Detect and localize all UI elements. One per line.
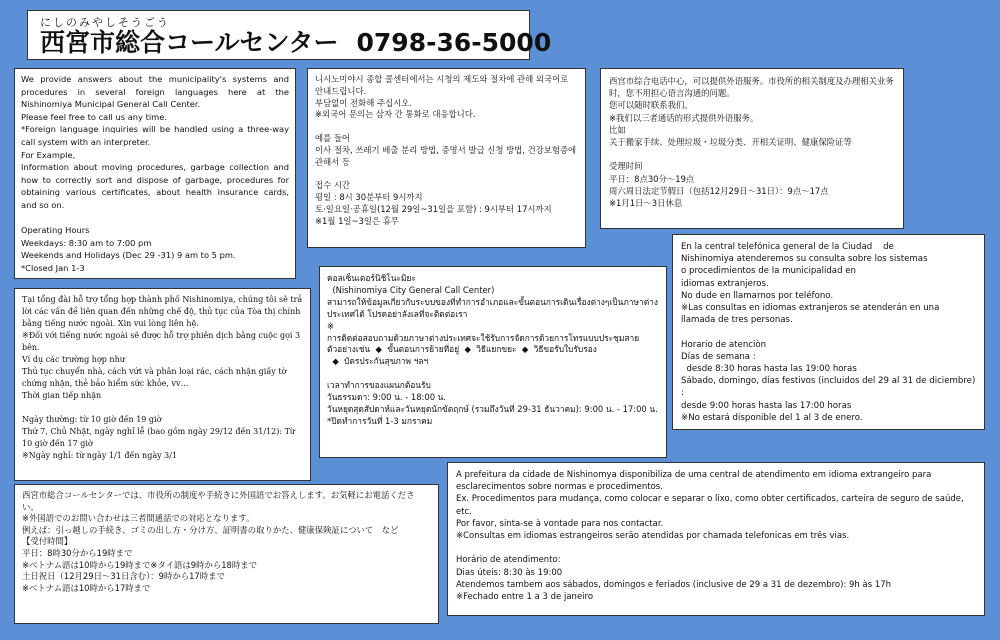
- chinese-line: 比如: [609, 124, 626, 135]
- chinese-line: ※1月1日～3日休息: [609, 198, 683, 209]
- korean-line: 부담없이 전화해 주십시오.: [315, 97, 412, 108]
- korean-line: 이사 절차, 쓰레기 배출 분리 방법, 증명서 발급 신청 방법, 건강보험증에 관해서 등: [315, 144, 579, 167]
- japanese-panel: [14, 484, 439, 624]
- korean-line: 평일 : 8시 30분부터 9시까지: [315, 191, 423, 202]
- thai-line: *ปิดทำการวันที่ 1-3 มกราคม: [327, 415, 433, 426]
- chinese-line: 关于搬家手续、处理垃圾・垃圾分类、开相关证明、健康保险证等: [609, 137, 852, 148]
- chinese-line: 平日：8点30分～19点: [609, 173, 695, 184]
- vietnamese-line: Thủ tục chuyển nhà, cách vứt và phân loại rác, cách nhận giấy tờ chứng nhận, thẻ bảo hiểm sức khỏe, vv…: [22, 367, 289, 388]
- english-line: For Example,: [21, 149, 76, 160]
- spanish-line: ※Las consultas en idiomas extranjeros se atenderán en una llamada de tres personas.: [681, 303, 943, 326]
- korean-line: 예를 들어: [315, 132, 351, 143]
- portuguese-line: A prefeitura da cidade de Nishinomya disponibiliza de uma central de atendimento em idioma extrangeiro para esclarecimentos sobre normas e procedimentos.: [456, 470, 934, 493]
- vietnamese-line: ※Đối với tiếng nước ngoài sẽ được hỗ trợ phiên dịch bằng cuộc gọi 3 bên.: [22, 331, 303, 352]
- thai-line: เวลาทำการของแผนกต้อนรับ: [327, 380, 431, 391]
- spanish-line: o procedimientos de la municipalidad en: [681, 266, 856, 277]
- thai-line: ◆ บัตรประกันสุขภาพ ฯลฯ: [327, 356, 429, 367]
- thai-line: วันธรรมดา: 9:00 น. - 18:00 น.: [327, 392, 447, 403]
- portuguese-line: Atendemos tambem aos sábados, domingos e feriados (inclusive de 29 a 31 de dezembro): 9h às 17h: [456, 579, 892, 590]
- thai-panel: [319, 266, 667, 458]
- english-line: Operating Hours: [21, 225, 90, 236]
- portuguese-line: [456, 542, 976, 554]
- spanish-line: Nishinomiya atenderemos su consulta sobre los sistemas: [681, 254, 928, 265]
- title-heading: [40, 28, 552, 57]
- thai-line: การติดต่อสอบถามด้วยภาษาต่างประเทศจะใช้รับการจัดการด้วยการโทรแบบประชุมสาย: [327, 332, 640, 343]
- korean-line: 토·일요일·공휴일(12월 29일~31일을 포함) : 9시부터 17시까지: [315, 203, 552, 214]
- thai-line: คอลเซ็นเตอร์นิชิโนะมิยะ: [327, 273, 416, 283]
- thai-line: วันหยุดสุดสัปดาห์และวันหยุดนักขัตฤกษ์ (รวมถึงวันที่ 29-31 ธันวาคม): 9:00 น. - 17:00 น.: [327, 403, 658, 414]
- korean-line: 접수 시간: [315, 180, 351, 191]
- japanese-line: 西宮市総合コールセンターでは、市役所の制度や手続きに外国語でお答えします。お気軽にお電話ください。: [22, 490, 415, 512]
- title-name: 西宮市総合コールセンター: [40, 28, 339, 57]
- japanese-line: 平日：8時30分から19時まで: [22, 547, 133, 558]
- portuguese-line: ※Consultas em idiomas estrangeiros serão atendidas por chamada telefonicas em três vias.: [456, 531, 850, 542]
- vietnamese-line: Thời gian tiếp nhận: [22, 391, 102, 400]
- english-line: *Foreign language inquiries will be handled using a three-way call system with an interpreter.: [21, 124, 292, 147]
- vietnamese-line: ※Ngày nghỉ: từ ngày 1/1 đến ngày 3/1: [22, 451, 178, 460]
- spanish-line: Sábado, domingo, días festivos (incluidos del 29 al 31 de diciembre) :: [681, 376, 979, 399]
- english-line: Please feel free to call us any time.: [21, 111, 167, 122]
- chinese-panel: [600, 68, 904, 229]
- korean-line: ※외국어 문의는 삼자 간 통화로 대응합니다.: [315, 109, 476, 120]
- chinese-line: 西宫市综合电话中心，可以提供外语服务。市役所的相关制度及办理相关业务时，您不用担心语言沟通的问题。: [609, 76, 894, 99]
- portuguese-line: Por favor, sinta-se à vontade para nos contactar.: [456, 518, 664, 529]
- english-line: [21, 212, 289, 225]
- spanish-line: Días de semana :: [681, 351, 756, 362]
- chinese-line: [609, 148, 895, 160]
- japanese-line: ※ベトナム語は10時から17時まで: [22, 582, 151, 593]
- japanese-line: 【受付時間】: [22, 536, 73, 547]
- chinese-line: 周六周日法定节假日（包括12月29日～31日）：9点～17点: [609, 185, 829, 196]
- chinese-line: 受理时间: [609, 161, 643, 172]
- portuguese-line: Dias úteis: 8:30 às 19:00: [456, 567, 563, 578]
- english-panel: [14, 68, 296, 279]
- japanese-line: ※ベトナム語は10時から19時まで※タイ語は9時から18時まで: [22, 559, 257, 570]
- japanese-line: ※外国語でのお問い合わせは三者間通話での対応となります。: [22, 513, 255, 524]
- vietnamese-line: [22, 402, 303, 414]
- korean-line: 니시노미야시 종합 콜센터에서는 시청의 제도와 절차에 관해 외국어로 안내드립니다.: [315, 74, 571, 96]
- vietnamese-panel: [14, 288, 311, 481]
- chinese-line: ※我们以三者通话的形式提供外语服务。: [609, 112, 759, 123]
- korean-line: [315, 168, 578, 180]
- spanish-line: desde 9:00 horas hasta las 17:00 horas: [681, 400, 852, 411]
- portuguese-line: ※Fechado entre 1 a 3 de janeiro: [456, 592, 594, 603]
- japanese-line: 例えば：引っ越しの手続き、ゴミの出し方・分け方、証明書の取りかた、健康保険証について など: [22, 524, 399, 535]
- english-line: We provide answers about the municipality's systems and procedures in several foreign languages here at the Nishinomiya Municipal General Call Center.: [21, 74, 292, 110]
- portuguese-line: Ex. Procedimentos para mudança, como colocar e separar o lixo, como obter certificados, carteira de seguro de saúde, etc.: [456, 494, 967, 517]
- thai-line: (Nishinomiya City General Call Center): [327, 284, 495, 295]
- phone-number: 0798-36-5000: [356, 28, 552, 57]
- spanish-line: idiomas extranjeros.: [681, 278, 769, 289]
- spanish-line: No dude en llamarnos por teléfono.: [681, 290, 834, 301]
- vietnamese-line: Tại tổng đài hỗ trợ tổng hợp thành phố Nishinomiya, chúng tôi sẽ trả lời các vấn đề liên quan đến những chế độ, thủ tục của Tòa thị chính bằng tiếng nước ngoài. Xin vui lòng liên hệ.: [22, 295, 305, 328]
- chinese-line: 您可以随时联系我们。: [609, 100, 693, 111]
- spanish-panel: [672, 234, 985, 430]
- english-line: Weekends and Holidays (Dec 29 -31) 9 am to 5 pm.: [21, 250, 236, 261]
- spanish-line: Horario de atenciòn: [681, 339, 767, 350]
- english-line: *Closed Jan 1-3: [21, 262, 85, 273]
- title-panel: [27, 10, 552, 60]
- vietnamese-line: Ngày thường: từ 10 giờ đến 19 giờ: [22, 415, 162, 424]
- korean-line: [315, 121, 578, 133]
- japanese-line: 土日祝日（12月29日～31日含む）：9時から17時まで: [22, 571, 225, 582]
- spanish-line: desde 8:30 horas hasta las 19:00 horas: [681, 364, 857, 375]
- vietnamese-line: Thứ 7, Chủ Nhật, ngày nghỉ lễ (bao gồm ngày 29/12 đến 31/12): Từ 10 giờ đến 17 giờ: [22, 427, 298, 448]
- spanish-line: [681, 326, 976, 338]
- korean-line: ※1월 1일~3일은 휴무: [315, 215, 399, 226]
- thai-line: สามารถให้ข้อมูลเกี่ยวกับระบบของที่ทำการอำเภอและขั้นตอนการเดินเรื่องต่างๆเป็นภาษาต่างประเทศได้ โปรดอย่าลังเลที่จะติดต่อเรา: [327, 296, 658, 319]
- vietnamese-line: Ví dụ các trường hợp như: [22, 355, 125, 364]
- title-ruby: にしのみやしそうごう: [40, 16, 170, 29]
- thai-line: [327, 368, 659, 380]
- english-line: Information about moving procedures, garbage collection and how to correctly sort and dispose of garbage, procedures for obtaining various certificates, about health insurance cards, and so on.: [21, 162, 292, 210]
- spanish-line: ※No estará disponible del 1 al 3 de enero.: [681, 412, 863, 423]
- thai-line: ※: [327, 320, 335, 331]
- korean-panel: [307, 68, 586, 248]
- thai-line: ตัวอย่างเช่น ◆ ขั้นตอนการย้ายที่อยู่ ◆ วิธีแยกขยะ ◆ วิธีขอรับใบรับรอง: [327, 344, 597, 355]
- portuguese-panel: [447, 462, 985, 616]
- english-line: Weekdays: 8:30 am to 7:00 pm: [21, 237, 152, 248]
- spanish-line: En la central telefónica general de la Ciudad de: [681, 242, 894, 252]
- portuguese-line: Horário de atendimento:: [456, 555, 561, 566]
